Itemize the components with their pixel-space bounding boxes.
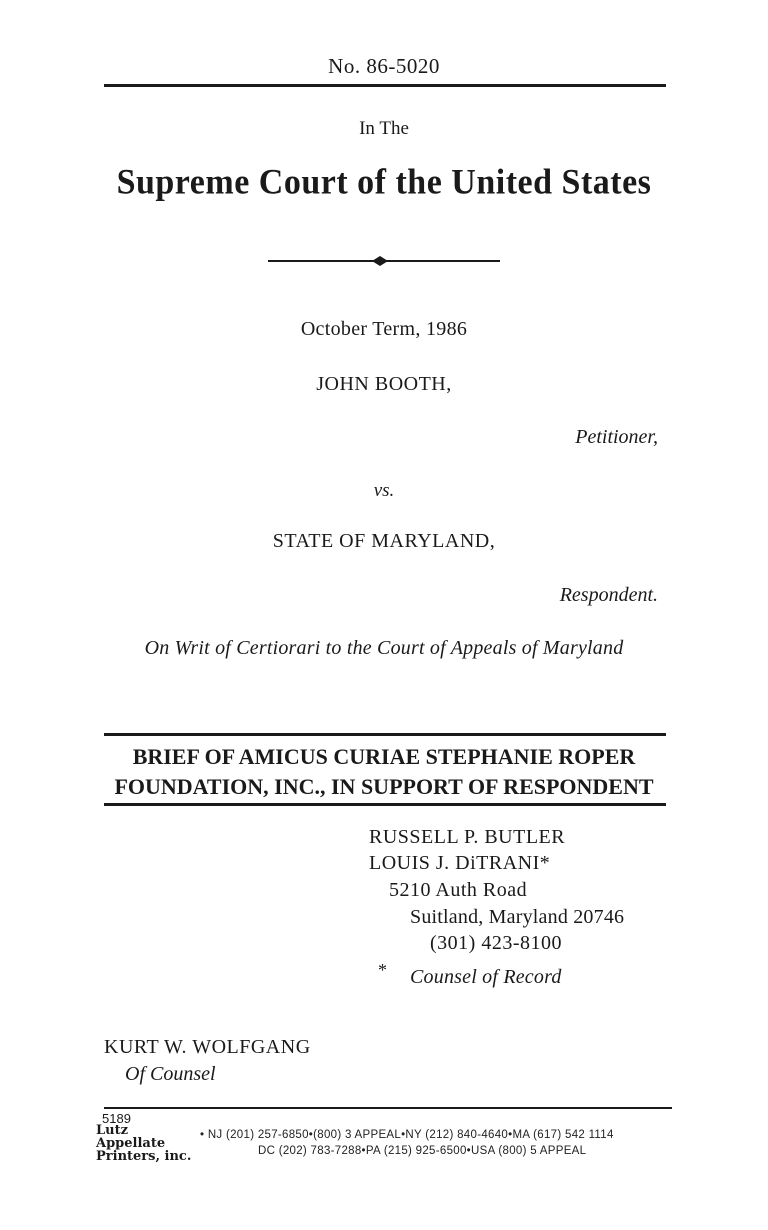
city-address: Suitland, Maryland 20746 bbox=[410, 906, 625, 928]
court-term: October Term, 1986 bbox=[300, 318, 468, 340]
of-counsel-role: Of Counsel bbox=[125, 1063, 216, 1085]
brief-title bbox=[0, 742, 768, 802]
respondent-role: Respondent. bbox=[559, 584, 658, 606]
ornamental-rule bbox=[268, 254, 500, 268]
footer-divider bbox=[104, 1107, 672, 1109]
petitioner-name: JOHN BOOTH, bbox=[316, 373, 452, 395]
brief-title-top-rule bbox=[104, 733, 666, 736]
in-the-label: In The bbox=[359, 118, 409, 139]
attorney-name: LOUIS J. DiTRANI* bbox=[369, 852, 551, 874]
counsel-of-record-label: Counsel of Record bbox=[410, 966, 562, 988]
phone-number: (301) 423-8100 bbox=[430, 932, 562, 954]
versus-label: vs. bbox=[373, 480, 395, 501]
street-address: 5210 Auth Road bbox=[389, 879, 528, 901]
print-code: 5189 bbox=[102, 1111, 131, 1126]
attorney-name: RUSSELL P. BUTLER bbox=[369, 826, 566, 848]
of-counsel-name: KURT W. WOLFGANG bbox=[104, 1036, 311, 1058]
printer-contact-line-2: DC (202) 783-7288•PA (215) 925-6500•USA (800) 5 APPEAL bbox=[258, 1145, 587, 1157]
asterisk-marker: * bbox=[378, 960, 388, 980]
respondent-name: STATE OF MARYLAND, bbox=[272, 530, 496, 552]
printer-contact-line-1: • NJ (201) 257-6850•(800) 3 APPEAL•NY (212) 840-4640•MA (617) 542 1114 bbox=[200, 1129, 614, 1141]
brief-title-line-2: FOUNDATION, INC., IN SUPPORT OF RESPONDENT bbox=[114, 774, 654, 799]
top-divider bbox=[104, 84, 666, 87]
docket-number: No. 86-5020 bbox=[328, 54, 440, 78]
writ-description: On Writ of Certiorari to the Court of Appeals of Maryland bbox=[144, 637, 624, 659]
printer-logo: Lutz Appellate Printers, inc. bbox=[96, 1123, 192, 1164]
petitioner-role: Petitioner, bbox=[575, 426, 658, 448]
brief-title-bottom-rule bbox=[104, 803, 666, 806]
court-name: Supreme Court of the United States bbox=[116, 163, 652, 202]
brief-title-line-1: BRIEF OF AMICUS CURIAE STEPHANIE ROPER bbox=[132, 744, 636, 769]
